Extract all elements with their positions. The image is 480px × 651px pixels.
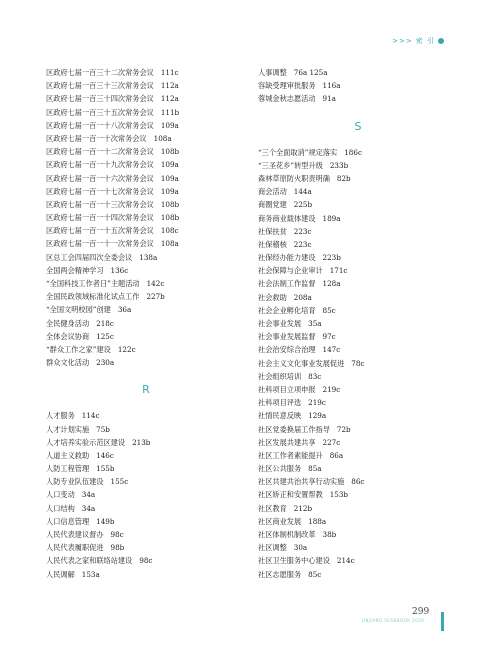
section-letter-r: R xyxy=(142,383,150,397)
entry-name: 社区工作者素能提升 xyxy=(258,450,323,460)
entry-name: 区政府七届一百一十七次常务会议 xyxy=(46,186,154,196)
entry-page: 108c xyxy=(160,226,179,236)
entry-name: 社区卫生服务中心建设 xyxy=(258,556,330,566)
entry-page: 98c xyxy=(110,530,124,539)
entry-name: 社情民意反映 xyxy=(258,411,302,421)
entry-name: 社区教育 xyxy=(258,503,287,513)
index-entry xyxy=(46,317,246,330)
index-entry xyxy=(46,568,246,581)
entry-name: 社区发展共建共享 xyxy=(258,437,316,447)
entry-page: 225b xyxy=(293,200,313,210)
entry-page: 171c xyxy=(329,266,348,276)
index-entry xyxy=(258,291,458,304)
entry-page: 83c xyxy=(308,371,322,381)
entry-name: “群众工作之家”建设 xyxy=(46,344,111,354)
entry-page: 155b xyxy=(96,464,115,474)
index-entry xyxy=(258,304,458,317)
index-entry xyxy=(46,185,246,198)
entry-page: 147c xyxy=(322,345,341,355)
index-entry xyxy=(258,238,458,251)
entry-name: 人道主义救助 xyxy=(46,450,90,460)
index-entry xyxy=(46,515,246,528)
entry-page: 144a xyxy=(293,187,312,197)
footer-subtitle: JINJIANG YEARBOOK 2020 xyxy=(362,618,425,623)
index-entry xyxy=(46,303,246,316)
entry-page: 34a xyxy=(81,503,96,513)
entry-name: 社会法制工作监督 xyxy=(258,279,316,289)
entry-page: 76a 125a xyxy=(293,68,328,77)
entry-page: 108b xyxy=(160,199,180,209)
section-letter-s: S xyxy=(354,119,362,133)
entry-page: 128a xyxy=(322,279,341,289)
entry-page: 108a xyxy=(153,133,172,143)
index-entry xyxy=(258,357,458,370)
index-entry xyxy=(46,198,246,211)
entry-page: 98c xyxy=(139,556,153,566)
entry-page: 230a xyxy=(96,358,115,368)
index-entry xyxy=(46,224,246,237)
entry-name: 社保经办能力建设 xyxy=(258,253,316,263)
entry-name: 群众文化活动 xyxy=(46,358,90,368)
entry-name: 人才服务 xyxy=(46,411,75,421)
entry-page: 214c xyxy=(336,556,355,566)
entry-page: 108a xyxy=(160,239,179,249)
entry-page: 223c xyxy=(293,239,312,249)
entry-name: 人口结构 xyxy=(46,503,75,513)
entry-page: 136c xyxy=(110,265,129,275)
entry-page: 219c xyxy=(308,398,326,408)
entry-page: 223b xyxy=(322,253,341,263)
entry-page: 35a xyxy=(308,319,322,328)
entry-page: 108b xyxy=(160,147,180,157)
entry-page: 72b xyxy=(336,424,351,434)
entry-page: 86a xyxy=(329,450,344,460)
index-entry xyxy=(46,528,246,541)
entry-page: 34a xyxy=(81,490,96,500)
entry-page: 85c xyxy=(322,305,336,315)
entry-name: 区总工会四届四次全委会议 xyxy=(46,252,133,262)
entry-name: 区政府七届一百三十三次常务会议 xyxy=(46,81,154,91)
index-entry xyxy=(258,212,458,225)
entry-page: 82b xyxy=(336,173,351,183)
index-entry xyxy=(258,488,458,501)
index-entry xyxy=(46,172,246,185)
index-entry xyxy=(258,515,458,528)
entry-page: 36a xyxy=(117,305,132,315)
entry-page: 109a xyxy=(160,186,179,196)
index-entry xyxy=(258,159,458,172)
entry-name: 森林草原防火职责明确 xyxy=(258,173,330,183)
header-arrows: >>> xyxy=(392,37,413,45)
entry-page: 125c xyxy=(96,331,114,341)
entry-name: 人民代表之家和联络站建设 xyxy=(46,556,133,566)
index-entry xyxy=(258,79,458,92)
entry-name: 社区商业发展 xyxy=(258,516,302,526)
index-entry xyxy=(258,554,458,567)
entry-name: 区政府七届一百三十五次常务会议 xyxy=(46,107,154,117)
index-entry xyxy=(258,264,458,277)
index-entry xyxy=(46,92,246,105)
entry-page: 75b xyxy=(96,424,110,434)
entry-page: 91a xyxy=(322,94,336,104)
entry-name: 人事调整 xyxy=(258,68,287,77)
entry-name: 社会治安综合治理 xyxy=(258,345,316,355)
entry-name: 社区志愿服务 xyxy=(258,569,302,579)
index-entry xyxy=(46,251,246,264)
entry-page: 109a xyxy=(160,173,179,183)
index-entry xyxy=(258,502,458,515)
index-entry xyxy=(46,449,246,462)
entry-page: 129a xyxy=(308,411,327,421)
index-entry xyxy=(46,330,246,343)
index-entry xyxy=(46,158,246,171)
index-entry xyxy=(46,79,246,92)
index-entry xyxy=(46,462,246,475)
index-entry xyxy=(258,198,458,211)
entry-page: 153a xyxy=(81,569,100,579)
index-entry xyxy=(258,568,458,581)
entry-page: 85a xyxy=(308,464,322,474)
index-entry xyxy=(258,436,458,449)
entry-name: 社区共建共治共享行动实施 xyxy=(258,477,345,487)
entry-page: 122c xyxy=(117,344,136,354)
entry-page: 212b xyxy=(293,503,313,513)
entry-name: 社区调整 xyxy=(258,543,287,553)
entry-name: 商会活动 xyxy=(258,187,287,197)
index-entry xyxy=(258,330,458,343)
index-entry xyxy=(46,66,246,79)
entry-name: 社保稽核 xyxy=(258,239,287,249)
entry-page: 208a xyxy=(293,292,312,302)
entry-page: 189a xyxy=(322,213,341,223)
entry-name: 区政府七届一百一十三次常务会议 xyxy=(46,199,154,209)
entry-name: 全体会议协商 xyxy=(46,331,90,341)
entry-name: 人民代表履职促进 xyxy=(46,543,104,553)
entry-name: “全国文明校园”创建 xyxy=(46,305,111,315)
entry-page: 109a xyxy=(160,120,179,130)
entry-name: 社会主义文化事业发展促进 xyxy=(258,358,345,368)
entry-name: 人民代表建议督办 xyxy=(46,530,104,539)
index-entry xyxy=(258,409,458,422)
entry-name: 社会事业发展 xyxy=(258,319,302,328)
entry-page: 227b xyxy=(146,292,165,302)
entry-page: 153b xyxy=(329,490,349,500)
entry-name: 区政府七届一百一十一次常务会议 xyxy=(46,239,154,249)
entry-page: 219c xyxy=(322,384,341,394)
entry-page: 149b xyxy=(96,516,115,526)
entry-page: 86c xyxy=(351,477,365,487)
entry-name: “全国科技工作者日”主题活动 xyxy=(46,279,140,288)
index-entry xyxy=(46,290,246,303)
entry-page: 108b xyxy=(160,213,180,223)
index-entry xyxy=(258,277,458,290)
entry-name: 区政府七届一百一十五次常务会议 xyxy=(46,226,154,236)
index-entry xyxy=(258,185,458,198)
entry-name: “三个全面取消”规定落实 xyxy=(258,147,338,157)
index-entry xyxy=(46,264,246,277)
entry-page: 85c xyxy=(308,569,322,579)
entry-page: 146c xyxy=(96,450,114,460)
entry-page: 112a xyxy=(160,94,179,104)
index-entry xyxy=(46,145,246,158)
entry-name: 全国民政领域标准化试点工作 xyxy=(46,292,140,302)
index-entry xyxy=(46,356,246,369)
entry-name: “三圣花乡”转型升级 xyxy=(258,160,323,170)
index-entry xyxy=(258,172,458,185)
entry-page: 155c xyxy=(110,477,129,487)
index-entry xyxy=(46,436,246,449)
index-entry xyxy=(46,106,246,119)
entry-name: 社会保障与企业审计 xyxy=(258,266,323,276)
entry-page: 233b xyxy=(329,160,349,170)
entry-page: 116a xyxy=(322,81,341,91)
entry-name: 区政府七届一百一十二次常务会议 xyxy=(46,147,154,157)
page-number: 299 xyxy=(412,607,430,617)
index-entry xyxy=(258,462,458,475)
index-entry xyxy=(46,343,246,356)
entry-page: 98b xyxy=(110,543,125,553)
entry-page: 111c xyxy=(160,68,179,77)
entry-name: 区政府七届一百三十二次常务会议 xyxy=(46,68,154,77)
entry-name: 人民调解 xyxy=(46,569,75,579)
entry-page: 213b xyxy=(132,437,151,447)
entry-name: 区政府七届一百一十九次常务会议 xyxy=(46,160,154,170)
entry-page: 138a xyxy=(139,252,158,262)
index-entry xyxy=(258,449,458,462)
index-entry xyxy=(46,211,246,224)
entry-name: 商圈党建 xyxy=(258,200,287,210)
entry-name: 人防专业队伍建设 xyxy=(46,477,104,487)
index-entry xyxy=(258,396,458,409)
index-entry xyxy=(258,475,458,488)
index-column-right xyxy=(258,66,458,581)
header-dot-icon xyxy=(438,38,444,44)
index-entry xyxy=(46,554,246,567)
entry-page: 38b xyxy=(322,530,337,539)
index-entry xyxy=(258,66,458,79)
entry-name: 蓉城金秋志愿活动 xyxy=(258,94,316,104)
index-entry xyxy=(258,370,458,383)
entry-name: 人口信息管理 xyxy=(46,516,90,526)
entry-name: 区政府七届一百一十六次常务会议 xyxy=(46,173,154,183)
index-entry xyxy=(46,541,246,554)
entry-page: 109a xyxy=(160,160,179,170)
entry-name: 社科项目评选 xyxy=(258,398,302,408)
index-entry xyxy=(258,225,458,238)
entry-page: 30a xyxy=(293,543,308,553)
entry-name: 人才培养实验示范区建设 xyxy=(46,437,126,447)
index-entry xyxy=(258,92,458,105)
entry-name: 社会企业孵化培育 xyxy=(258,305,316,315)
entry-name: 容缺受理审批服务 xyxy=(258,81,316,91)
index-entry xyxy=(258,343,458,356)
index-entry xyxy=(258,383,458,396)
entry-name: 商务商业载体建设 xyxy=(258,213,316,223)
entry-page: 188a xyxy=(308,516,327,526)
entry-name: 社会组织培训 xyxy=(258,371,302,381)
index-entry xyxy=(46,423,246,436)
index-entry xyxy=(46,277,246,290)
entry-page: 223c xyxy=(293,226,312,236)
entry-page: 111b xyxy=(160,107,180,117)
entry-page: 218c xyxy=(96,318,114,328)
edge-tab-bar xyxy=(441,612,444,631)
entry-name: 人才计划实施 xyxy=(46,424,90,434)
header-title: 索 引 xyxy=(415,37,435,45)
entry-name: 社区矫正和安置帮教 xyxy=(258,490,323,500)
index-entry xyxy=(258,317,458,330)
index-entry xyxy=(46,409,246,422)
entry-page: 227c xyxy=(322,437,341,447)
entry-name: 社会事业发展监督 xyxy=(258,332,316,342)
entry-name: 社科项目立项申报 xyxy=(258,384,316,394)
entry-name: 全国两会精神学习 xyxy=(46,265,104,275)
entry-page: 78c xyxy=(351,358,365,368)
entry-page: 112a xyxy=(160,81,179,91)
entry-name: 社区党委换届工作指导 xyxy=(258,424,330,434)
index-entry xyxy=(258,528,458,541)
entry-name: 社保扶贫 xyxy=(258,226,287,236)
entry-page: 142c xyxy=(146,279,165,288)
entry-name: 区政府七届一百三十四次常务会议 xyxy=(46,94,154,104)
index-entry xyxy=(258,541,458,554)
index-entry xyxy=(46,502,246,515)
index-entry xyxy=(46,488,246,501)
index-entry xyxy=(258,146,458,159)
index-column-left xyxy=(46,66,246,581)
entry-name: 社区体制机制改革 xyxy=(258,530,316,539)
entry-name: 区政府七届一百一十次常务会议 xyxy=(46,133,147,143)
entry-name: 人口变动 xyxy=(46,490,75,500)
entry-page: 97c xyxy=(322,332,336,342)
index-entry xyxy=(46,475,246,488)
entry-page: 186c xyxy=(344,147,362,157)
entry-name: 社会救助 xyxy=(258,292,287,302)
entry-name: 区政府七届一百一十八次常务会议 xyxy=(46,120,154,130)
entry-name: 社区公共服务 xyxy=(258,464,302,474)
index-entry xyxy=(258,251,458,264)
entry-name: 全民健身活动 xyxy=(46,318,90,328)
index-entry xyxy=(46,237,246,250)
entry-name: 区政府七届一百一十四次常务会议 xyxy=(46,213,154,223)
index-entry xyxy=(46,132,246,145)
index-entry xyxy=(258,423,458,436)
entry-page: 114c xyxy=(81,411,100,421)
index-entry xyxy=(46,119,246,132)
running-header xyxy=(392,36,444,46)
entry-name: 人防工程管理 xyxy=(46,464,90,474)
